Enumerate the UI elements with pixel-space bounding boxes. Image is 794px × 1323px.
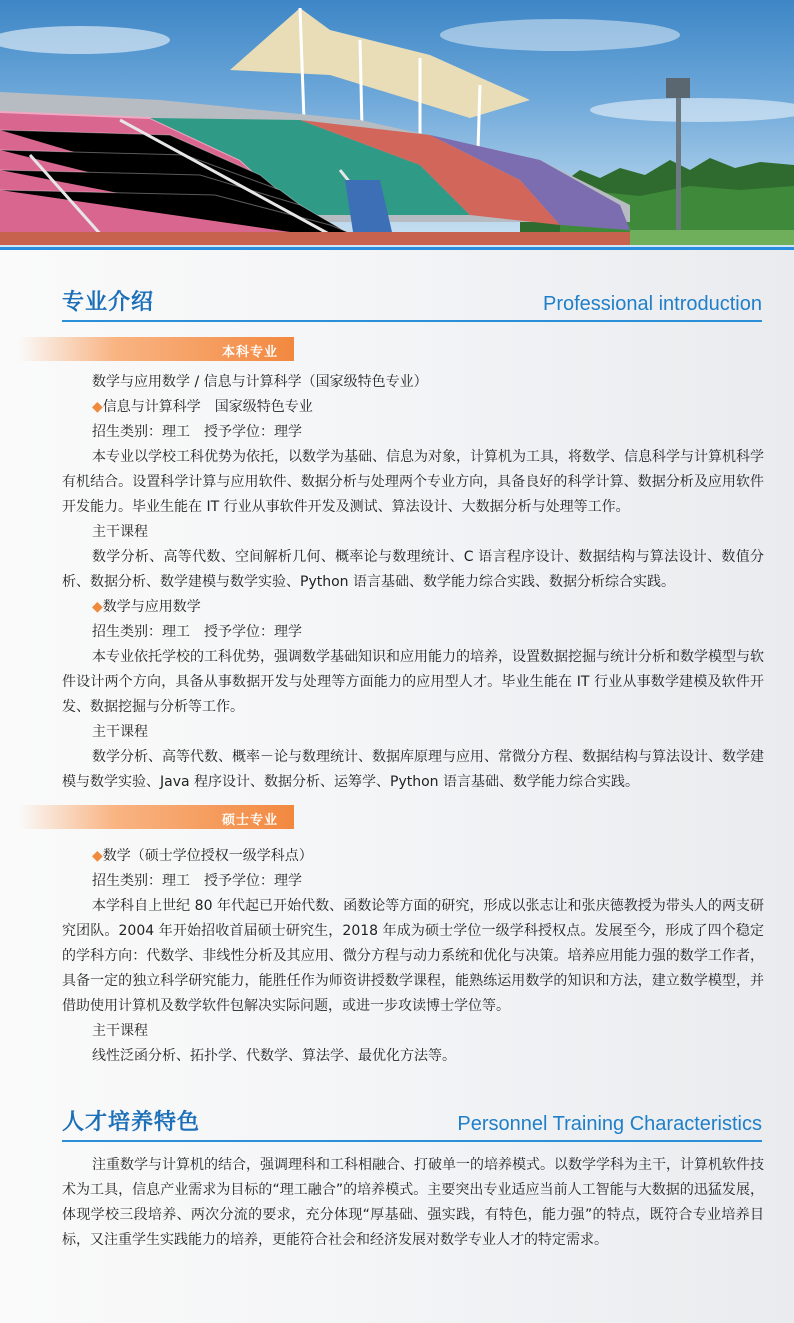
major-heading (62, 395, 764, 420)
section-heading-intro (62, 286, 762, 322)
courses-title: 主干课程 (92, 1023, 148, 1039)
header-divider-bar (0, 247, 794, 250)
section-title-en: Professional introduction (542, 293, 762, 315)
undergrad-headline: 数学与应用数学 / 信息与计算科学（国家级特色专业） (92, 374, 428, 390)
major-description: 本专业以学校工科优势为依托，以数学为基础、信息为对象，计算机为工具，将数学、信息科学与计算机科学有机结合。设置科学计算与应用软件、数据分析与处理两个专业方向，具备良好的科学计算、数据分析及应用软件开发能力。毕业生能在 IT 行业从事软件开发及测试、算法设计、大数据分析与处理等工作。 (62, 449, 764, 515)
ribbon-master (18, 805, 294, 829)
courses-title: 主干课程 (92, 724, 148, 740)
major-heading (62, 595, 764, 620)
major-description: 本学科自上世纪 80 年代起已开始代数、函数论等方面的研究，形成以张志让和张庆德教授为带头人的两支研究团队。2004 年开始招收首届硕士研究生，2018 年成为硕士学位一级学科授权点。发展至今，形成了四个稳定的学科方向：代数学、非线性分析及其应用、微分方程与动力系统和优化与决策。培养应用能力强的数学工作者，具备一定的独立科学研究能力，能胜任作为师资讲授数学课程，能熟练运用数学的知识和方法，建立数学模型，并借助使用计算机及数学软件包解决实际问题，或进一步攻读博士学位等。 (62, 898, 764, 1014)
master-block (62, 844, 764, 1069)
major-name: 数学（硕士学位授权一级学科点） (102, 848, 313, 864)
ribbon-label: 硕士专业 (221, 813, 278, 828)
ribbon-label: 本科专业 (221, 345, 278, 360)
diamond-icon: ◆ (92, 599, 103, 615)
diamond-icon: ◆ (92, 399, 103, 415)
major-name: 信息与计算科学 国家级特色专业 (102, 399, 313, 415)
major-admission: 招生类别：理工 授予学位：理学 (92, 624, 302, 640)
undergrad-block (62, 370, 764, 795)
training-block (62, 1153, 764, 1253)
major-description: 本专业依托学校的工科优势，强调数学基础知识和应用能力的培养，设置数据挖掘与统计分析和数学模型与软件设计两个方向，具备从事数据开发与处理等方面能力的应用型人才。毕业生能在 IT 行业从事数学建模及软件开发、数据挖掘与分析等工作。 (62, 649, 764, 715)
courses-list: 线性泛函分析、拓扑学、代数学、算法学、最优化方法等。 (92, 1048, 456, 1064)
major-admission: 招生类别：理工 授予学位：理学 (92, 424, 302, 440)
training-paragraph: 注重数学与计算机的结合，强调理科和工科相融合、打破单一的培养模式。以数学学科为主干，计算机软件技术为工具，信息产业需求为目标的“理工融合”的培养模式。主要突出专业适应当前人工智能与大数据的迅猛发展，体现学校三段培养、两次分流的要求，充分体现“厚基础、强实践，有特色，能力强”的特点，既符合专业培养目标，又注重学生实践能力的培养，更能符合社会和经济发展对数学专业人才的特定需求。 (62, 1157, 764, 1248)
section-title-cn: 专业介绍 (62, 290, 155, 315)
major-name: 数学与应用数学 (102, 599, 201, 615)
ribbon-undergrad (18, 337, 294, 361)
section-title-en: Personnel Training Characteristics (457, 1113, 762, 1135)
diamond-icon: ◆ (92, 848, 103, 864)
courses-title: 主干课程 (92, 524, 148, 540)
major-heading (62, 844, 764, 869)
major-admission: 招生类别：理工 授予学位：理学 (92, 873, 302, 889)
courses-list: 数学分析、高等代数、空间解析几何、概率论与数理统计、C 语言程序设计、数据结构与算法设计、数值分析、数据分析、数学建模与数学实验、Python 语言基础、数学能力综合实践、数据分析综合实践。 (62, 549, 764, 590)
stadium-photo (0, 0, 794, 250)
section-heading-training (62, 1106, 762, 1142)
section-title-cn: 人才培养特色 (62, 1110, 201, 1135)
stadium-illustration (0, 0, 794, 250)
courses-list: 数学分析、高等代数、概率－论与数理统计、数据库原理与应用、常微分方程、数据结构与算法设计、数学建模与数学实验、Java 程序设计、数据分析、运筹学、Python 语言基础、数学能力综合实践。 (62, 749, 764, 790)
